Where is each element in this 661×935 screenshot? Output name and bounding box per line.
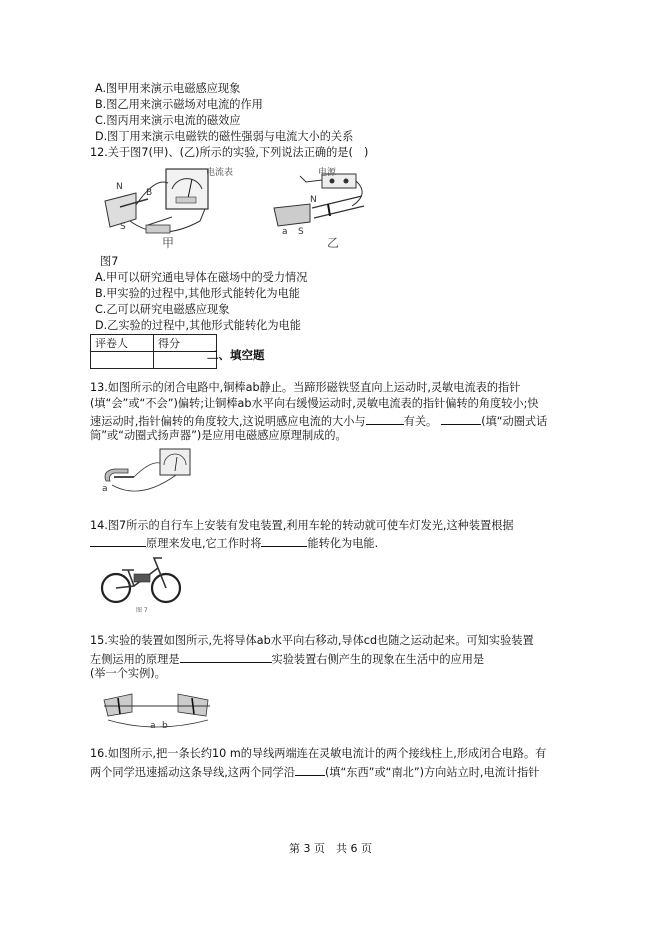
q14-blank-1[interactable] [90,535,146,547]
caption-yi: 乙 [327,236,340,250]
q13-line3 [90,413,547,429]
label-ammeter: 电流表 [206,168,234,178]
figure-q14-bicycle [98,552,186,612]
q11-option-c: C.图丙用来演示电流的磁效应 [95,114,241,127]
q12-option-c: C.乙可以研究电磁感应现象 [95,303,230,316]
q15-line3: (举一个实例)。 [90,667,166,680]
q16-blank-1[interactable] [295,764,325,776]
svg-text:a: a [102,484,108,494]
svg-text:B: B [146,188,153,198]
q14-line2-text-b: 能转化为电能. [307,537,379,550]
q14-line2 [90,535,378,551]
svg-text:N: N [310,195,317,205]
score-header: 得分 [154,335,217,352]
q13-blank-2[interactable] [366,413,404,425]
q13-line3-text-b: 有关。 [403,415,438,428]
score-table [90,334,217,369]
q12-stem: 12.关于图7(甲)、(乙)所示的实验,下列说法正确的是( ) [90,146,369,159]
q16-line2-text-a: 两个同学迅速摇动这条导线,这两个同学沿 [90,766,295,779]
q16-line2-text-b: (填“东西”或“南北”)方向站立时,电流计指针 [324,766,540,779]
q12-option-d: D.乙实验的过程中,其他形式能转化为电能 [95,319,301,332]
q14-fig-caption: 图 7 [136,607,148,614]
q13-line2: (填“会”或“不会”)偏转;让铜棒ab水平向右缓慢运动时,灵敏电流表的指针偏转的角度较小;快 [90,397,539,410]
q15-line2 [90,651,484,667]
svg-text:b: b [162,721,168,731]
q16-line2 [90,764,539,780]
q12-option-a: A.甲可以研究通电导体在磁场中的受力情况 [95,271,308,284]
figure-q15-two-magnets [98,684,218,732]
q13-line3-text-c: (填“动圈式话 [481,415,548,428]
q15-line2-text-b: 实验装置右侧产生的现象在生活中的应用是 [271,653,485,666]
q14-line2-text-a: 原理来发电,它工作时将 [146,537,262,550]
svg-text:S: S [298,227,304,237]
q11-option-a: A.图甲用来演示电磁感应现象 [95,82,241,95]
grader-cell [91,352,154,369]
q15-line2-text-a: 左侧运用的原理是 [90,653,180,666]
grader-header: 评卷人 [91,335,154,352]
q16-line1: 16.如图所示,把一条长约10 m的导线两端连在灵敏电流计的两个接线柱上,形成闭合电路。有 [90,747,547,760]
q12-option-b: B.甲实验的过程中,其他形式能转化为电能 [95,287,300,300]
q15-line1: 15.实验的装置如图所示,先将导体ab水平向右移动,导体cd也随之运动起来。可知实验装置 [90,634,534,647]
caption-jia: 甲 [162,236,175,250]
label-power-supply: 电源 [318,168,337,178]
q11-option-d: D.图丁用来演示电磁铁的磁性强弱与电流大小的关系 [95,130,354,143]
q14-line1: 14.图7所示的自行车上安装有发电装置,利用车轮的转动就可使车灯发光,这种装置根据 [90,519,514,532]
q13-blank-3[interactable] [441,413,481,425]
svg-text:a: a [150,721,156,731]
q13-line4: 筒”或“动圈式扬声器”)是应用电磁感应原理制成的。 [90,429,347,442]
svg-text:a: a [282,227,288,237]
q14-blank-2[interactable] [261,535,307,547]
page-footer: 第 3 页 共 6 页 [289,842,372,855]
svg-text:S: S [120,222,126,232]
fig7-number: 图7 [100,255,119,268]
q11-option-b: B.图乙用来演示磁场对电流的作用 [95,98,263,111]
svg-text:N: N [116,182,123,192]
q13-line1: 13.如图所示的闭合电路中,铜棒ab静止。当蹄形磁铁竖直向上运动时,灵敏电流表的指针 [90,381,521,394]
q15-blank-1[interactable] [180,651,272,663]
q13-line3-text-a: 速运动时,指针偏转的角度较大,这说明感应电流的大小与 [90,415,366,428]
section-title: 二、填空题 [207,348,265,362]
figure-q13-galvanometer-circuit [100,447,200,501]
